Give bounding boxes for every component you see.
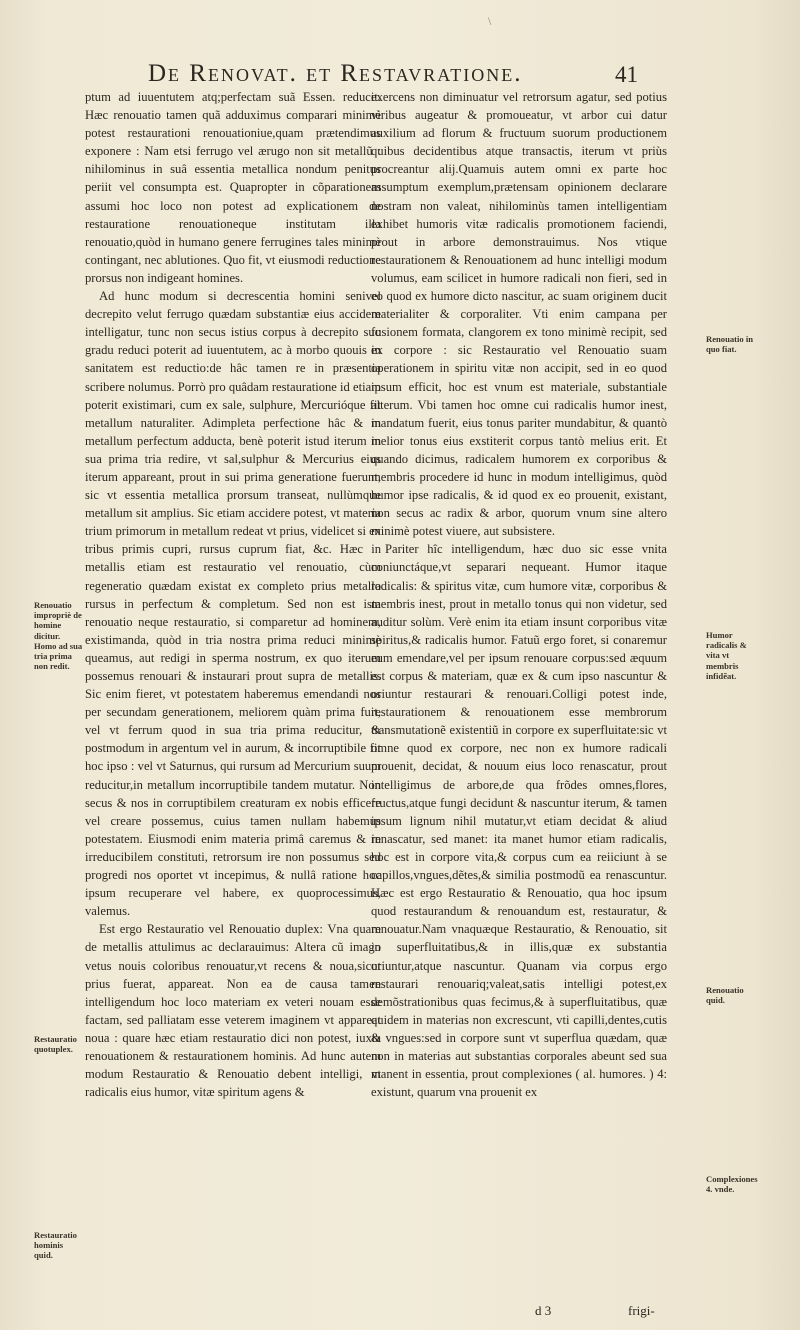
margin-note: Renouatio quid. bbox=[706, 985, 744, 1006]
paragraph: Est ergo Restauratio vel Renouatio duplex: Vna quam de metallis attulimus ac declarauimus: Altera cũ imago vetus nouis coloribus renouatur,vt recens & noua,sicut prius fuerat, appareat. Non ea de causa tamen intelligendum hoc loco materiam ex veteri nouam esse factam, sed palliatam esse veterem imaginem vt appareat noua : quare hæc etiam restauratio dici non potest, iuxta renouationem & restaurationem hominis. Ad hunc autem modum Restauratio & Renouatio debent intelligi, vt radicalis eius humor, vitæ spiritum agens & bbox=[85, 922, 381, 1100]
margin-note: Restauratio hominis quid. bbox=[34, 1230, 77, 1261]
margin-note: Complexiones 4. vnde. bbox=[706, 1174, 758, 1195]
paragraph: Pariter hîc intelligendum, hæc duo sic esse vnita coniunctáque,vt separari nequeant. Humor itaque radicalis: & spiritus vitæ, cum humore vitæ, corporibus & membris inest, prout in metallo tonus qui non videtur, sed auditur solùm. Verè enim ita etiam insunt corporibus vitæ spiritus,& radicalis humor. Fatuũ ergo foret, si conaremur eum emendare,vel per ipsum renouare corpus:sed æquum est corpus & materiam, quæ ex & cum ipso nascuntur & oriuntur restaurari & renouari.Colligi potest inde, restaurationem & renouationem esse membrorum transmutationẽ existentiũ in corpore ex superfluitate:sic vt omne quod ex corpore, nec non ex humore radicali prouenit, decidat, & nouum eius loco renascatur, prout intelligimus de arbore,de qua frõdes omnes,flores, fructus,atque fungi decidunt & nascuntur iterum, & tamen ipsum lignum nihil mutatur,vt etiam decidat & aliud renascatur, sed manet: ita manet humor etiam radicalis, hoc est in corpore vita,& corpus cum ea reiiciunt à se capillos,vngues,dẽtes,& similia postmodũ ea renascuntur. Hæc est ergo Restauratio & Renouatio, qua hoc ipsum quod restaurandum & renouandum est, restauratur, & renouatur.Nam vnaquæque Restauratio, & Renouatio, sit in superfluitatibus,& in illis,quæ ex substantia oriuntur,atque nascuntur. Quanam via corpus ergo restaurari renouariq;valeat,satis intelligi potest,ex demõstrationibus quas fecimus,& à superfluitatibus, quæ quidem in materias non excrescunt, vti capilli,dentes,cutis & vngues:sed in corpore sunt vt superflua quædam, quæ non in materias aut substantias corporales abeunt sed sua manent in essentia, prout complexiones ( al. humores. ) 4: existunt, quarum vna prouenit ex bbox=[371, 542, 667, 1100]
left-text-column bbox=[85, 88, 381, 1101]
paragraph: Ad hunc modum si decrescentia homini senivel decrepito velut ferrugo quædam substantiæ eius accidere intelligatur, tunc non secus istius corpus à decrepito suo gradu reduci poterit ad iuuentutem, ac à morbo quouis in sanitatem est reductio:de hâc tamen re in præsentia scribere nolumus. Porrò pro quâdam restauratione id etiam poterit existimari, cum ex sale, sulphure, Mercurióque fit metallum naturaliter. Adimpleta perfectione hâc & in metallum perfectum adducta, benè poterit istud iterum in sua prima tria redire, vt sal,sulphur & Mercurius eius iterum appareant, prout in sui prima generatione fuerunt, sic vt essentia metallica prorsum transeat, nullùmque metallum sit amplius. Sic etiam accidere potest, vt materia trium primorum in metallum redeat vt prius, videlicet si ex tribus primis cupri, rursus cuprum fiat, &c. Hæc in metallis etiam est restauratio vel renouatio, cùm regeneratio quædam existat ex completo prius metallo rursus in perfectum & completum. Sed non est ista renouatio neque restauratio, si comparetur ad hominem, existimanda, quòd in tria nostra prima reduci minimè queamus, aut redigi in sperma nostrum, ex quo iterum possemus renouari & instaurari prout supra de metallis. Sic enim fieret, vt potestatem haberemus emendandi nos per secundam generationem, meliorem quàm prima fuit, vel vt ferrum quod in sua tria prima reducitur, & postmodum in argentum vel in aurum, & incorruptibile fit hoc ipso : vel vt Saturnus, qui rursum ad Mercurium suum reducitur,in metallum incorruptibile tandem mutatur. Non secus & nos in corruptibilem creaturam ex nobis efficere vel creare possemus, cuius tamen nullam habemus potestatem. Eiusmodi enim materia primâ caremus & in irreducibilem constituti, retrorsum ire non possumus sed progredi nos oportet vt incepimus, & nullâ ratione hoc ipsum recuperare vel habere, ex quoprocessimus, valemus. bbox=[85, 289, 381, 919]
right-text-column bbox=[371, 88, 667, 1101]
paragraph: ptum ad iuuentutem atq;perfectam suã Essen. reducit. Hæc renouatio tamen quã adduximus comparari minimè potest restaurationi renouationiue,quam prætendimus exponere : Nam etsi ferrugo vel ærugo non sit metallũ : nihilominus in suâ essentia metallica nondum penitus periit vel consumpta est. Quapropter in cõparationem assumi hoc loco non potest ad explicationem de restauratione renouationeque institutam illa renouatio,quòd in humano genere ferrugines tales minimè contingant, nec ablutiones. Quo fit, vt eiusmodi reductione prorsus non indigeant homines. bbox=[85, 90, 381, 285]
tick-mark-icon: \ bbox=[488, 14, 492, 28]
catchword: frigi- bbox=[628, 1303, 655, 1318]
running-head: De Renovat. et Restavratione. bbox=[148, 60, 523, 87]
paragraph: exercens non diminuatur vel retrorsum agatur, sed potius viribus augeatur & promoueatur, vt arbor cui datur auxilium ad florum & fructuum suorum productionem quibus decidentibus atque transactis, iterum vt priùs procreantur alij.Quamuis autem omni ex parte hoc assumptum exemplum,prætensam opinionem declarare nostram non valeat, nihilominùs tamen intelligentiam exhibet humoris vitæ radicalis promotionem faciendi, prout in arbore demonstrauimus. Nos vtique restaurationem & Renouationem ad hunc intelligi modum volumus, eam scilicet in humore radicali non fieri, sed in eo quod ex humore dicto nascitur, ac suam originem ducit materialiter & corporaliter. Vti enim campana per fusionem formata, clangorem ex tono minimè recipit, sed ex corpore : sic Restauratio vel Renouatio suam operationem in spiritu vitæ non accipit, sed in eo quod ipsum efficit, hoc est vnum est materiale, substantiale alterum. Vbi tamen hoc omne cui radicalis humor inest, mandatum fuerit, eius tonus pariter mundabitur, & quantò melior tonus eius exstiterit corpus tantò melius erit. Et quando dicimus, radicalem humorem ex corporibus & membris procedere id hunc in modum intelligimus, quòd humor ipse radicalis, & id quod ex eo prouenit, existant, non secus ac radix & arbor, quorum vnum sine altero minimè potest viuere, aut subsistere. bbox=[371, 90, 667, 539]
margin-note: Renouatio impropriè de homine dicitur. Homo ad sua tria prima non redit. bbox=[34, 600, 83, 672]
margin-note: Humor radicalis & vita vt membris infidẽat. bbox=[706, 630, 747, 681]
margin-note: Renouatio in quo fiat. bbox=[706, 334, 754, 355]
margin-note: Restauratio quotuplex. bbox=[34, 1034, 77, 1055]
page-number: 41 bbox=[615, 62, 638, 87]
signature-mark: d 3 bbox=[535, 1303, 552, 1318]
